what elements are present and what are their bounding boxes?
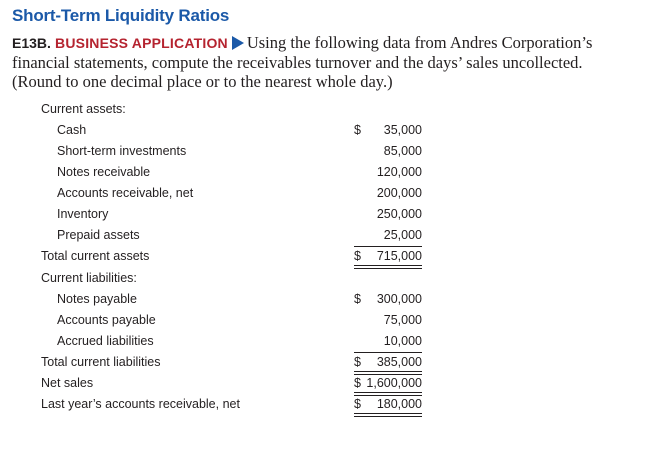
exercise-number: E13B. xyxy=(12,35,51,51)
accounts-payable-label: Accounts payable xyxy=(57,313,156,327)
table-row-short-term-investments xyxy=(0,144,660,165)
short-term-investments-value: 85,000 xyxy=(383,144,422,158)
section-heading: Short-Term Liquidity Ratios xyxy=(12,6,230,25)
last-year-ar-label: Last year’s accounts receivable, net xyxy=(41,397,240,411)
right-triangle-arrow-icon xyxy=(232,36,244,50)
table-row-accounts-payable xyxy=(0,313,660,334)
exercise-prompt xyxy=(12,33,652,91)
total-current-assets-label: Total current assets xyxy=(41,249,150,263)
table-row-prepaid-assets xyxy=(0,228,660,249)
table-row-net-sales xyxy=(0,376,660,397)
total-current-liabilities-value: 385,000 xyxy=(376,355,422,369)
exercise-category: BUSINESS APPLICATION xyxy=(55,35,228,51)
cash-amount xyxy=(354,123,422,139)
table-row-cash xyxy=(0,123,660,144)
currency-symbol: $ xyxy=(354,249,361,263)
table-row-inventory xyxy=(0,207,660,228)
table-row-total-current-assets xyxy=(0,249,660,270)
short-term-investments-amount xyxy=(354,144,422,160)
accounts-receivable-label: Accounts receivable, net xyxy=(57,186,194,200)
last-year-ar-amount xyxy=(354,397,422,413)
total-double-rule xyxy=(354,413,422,417)
notes-payable-amount xyxy=(354,292,422,308)
currency-symbol: $ xyxy=(354,292,361,306)
inventory-label: Inventory xyxy=(57,207,109,221)
accounts-receivable-value: 200,000 xyxy=(376,186,422,200)
notes-payable-value: 300,000 xyxy=(376,292,422,306)
table-row-notes-receivable xyxy=(0,165,660,186)
accrued-liabilities-label: Accrued liabilities xyxy=(57,334,154,348)
table-row-accrued-liabilities xyxy=(0,334,660,355)
accounts-payable-amount xyxy=(354,313,422,329)
notes-receivable-value: 120,000 xyxy=(376,165,422,179)
table-row-notes-payable xyxy=(0,292,660,313)
notes-receivable-amount xyxy=(354,165,422,181)
accrued-liabilities-amount xyxy=(354,334,422,350)
cash-label: Cash xyxy=(57,123,87,137)
inventory-amount xyxy=(354,207,422,223)
notes-receivable-label: Notes receivable xyxy=(57,165,151,179)
currency-symbol: $ xyxy=(354,123,361,137)
prepaid-assets-label: Prepaid assets xyxy=(57,228,140,242)
current-liabilities-header: Current liabilities: xyxy=(41,271,137,285)
last-year-ar-value: 180,000 xyxy=(376,397,422,411)
net-sales-amount xyxy=(354,376,422,392)
current-assets-header-row xyxy=(0,102,660,123)
short-term-investments-label: Short-term investments xyxy=(57,144,187,158)
currency-symbol: $ xyxy=(354,355,361,369)
table-row-last-year-ar xyxy=(0,397,660,418)
current-assets-header: Current assets: xyxy=(41,102,126,116)
accounts-payable-value: 75,000 xyxy=(383,313,422,327)
net-sales-value: 1,600,000 xyxy=(366,376,422,390)
total-double-rule xyxy=(354,392,422,396)
currency-symbol: $ xyxy=(354,397,361,411)
total-current-liabilities-label: Total current liabilities xyxy=(41,355,161,369)
total-double-rule xyxy=(354,265,422,269)
total-double-rule xyxy=(354,371,422,375)
current-liabilities-header-row xyxy=(0,271,660,292)
total-current-liabilities-amount xyxy=(354,355,422,371)
notes-payable-label: Notes payable xyxy=(57,292,137,306)
subtotal-rule xyxy=(354,246,422,247)
prepaid-assets-amount xyxy=(354,228,422,244)
instructions-text-2: financial statements, compute the receivables turnover and the days’ sales uncollected. xyxy=(12,53,583,72)
total-current-assets-value: 715,000 xyxy=(376,249,422,263)
prepaid-assets-value: 25,000 xyxy=(383,228,422,242)
exercise-line-1 xyxy=(12,33,652,53)
table-row-total-current-liabilities xyxy=(0,355,660,376)
cash-value: 35,000 xyxy=(383,123,422,137)
subtotal-rule xyxy=(354,352,422,353)
net-sales-label: Net sales xyxy=(41,376,94,390)
instructions-text-3: (Round to one decimal place or to the nearest whole day.) xyxy=(12,72,393,91)
accrued-liabilities-value: 10,000 xyxy=(383,334,422,348)
accounts-receivable-amount xyxy=(354,186,422,202)
table-row-accounts-receivable xyxy=(0,186,660,207)
total-current-assets-amount xyxy=(354,249,422,265)
currency-symbol: $ xyxy=(354,376,361,390)
instructions-text-1: Using the following data from Andres Corporation’s xyxy=(246,33,593,52)
inventory-value: 250,000 xyxy=(376,207,422,221)
